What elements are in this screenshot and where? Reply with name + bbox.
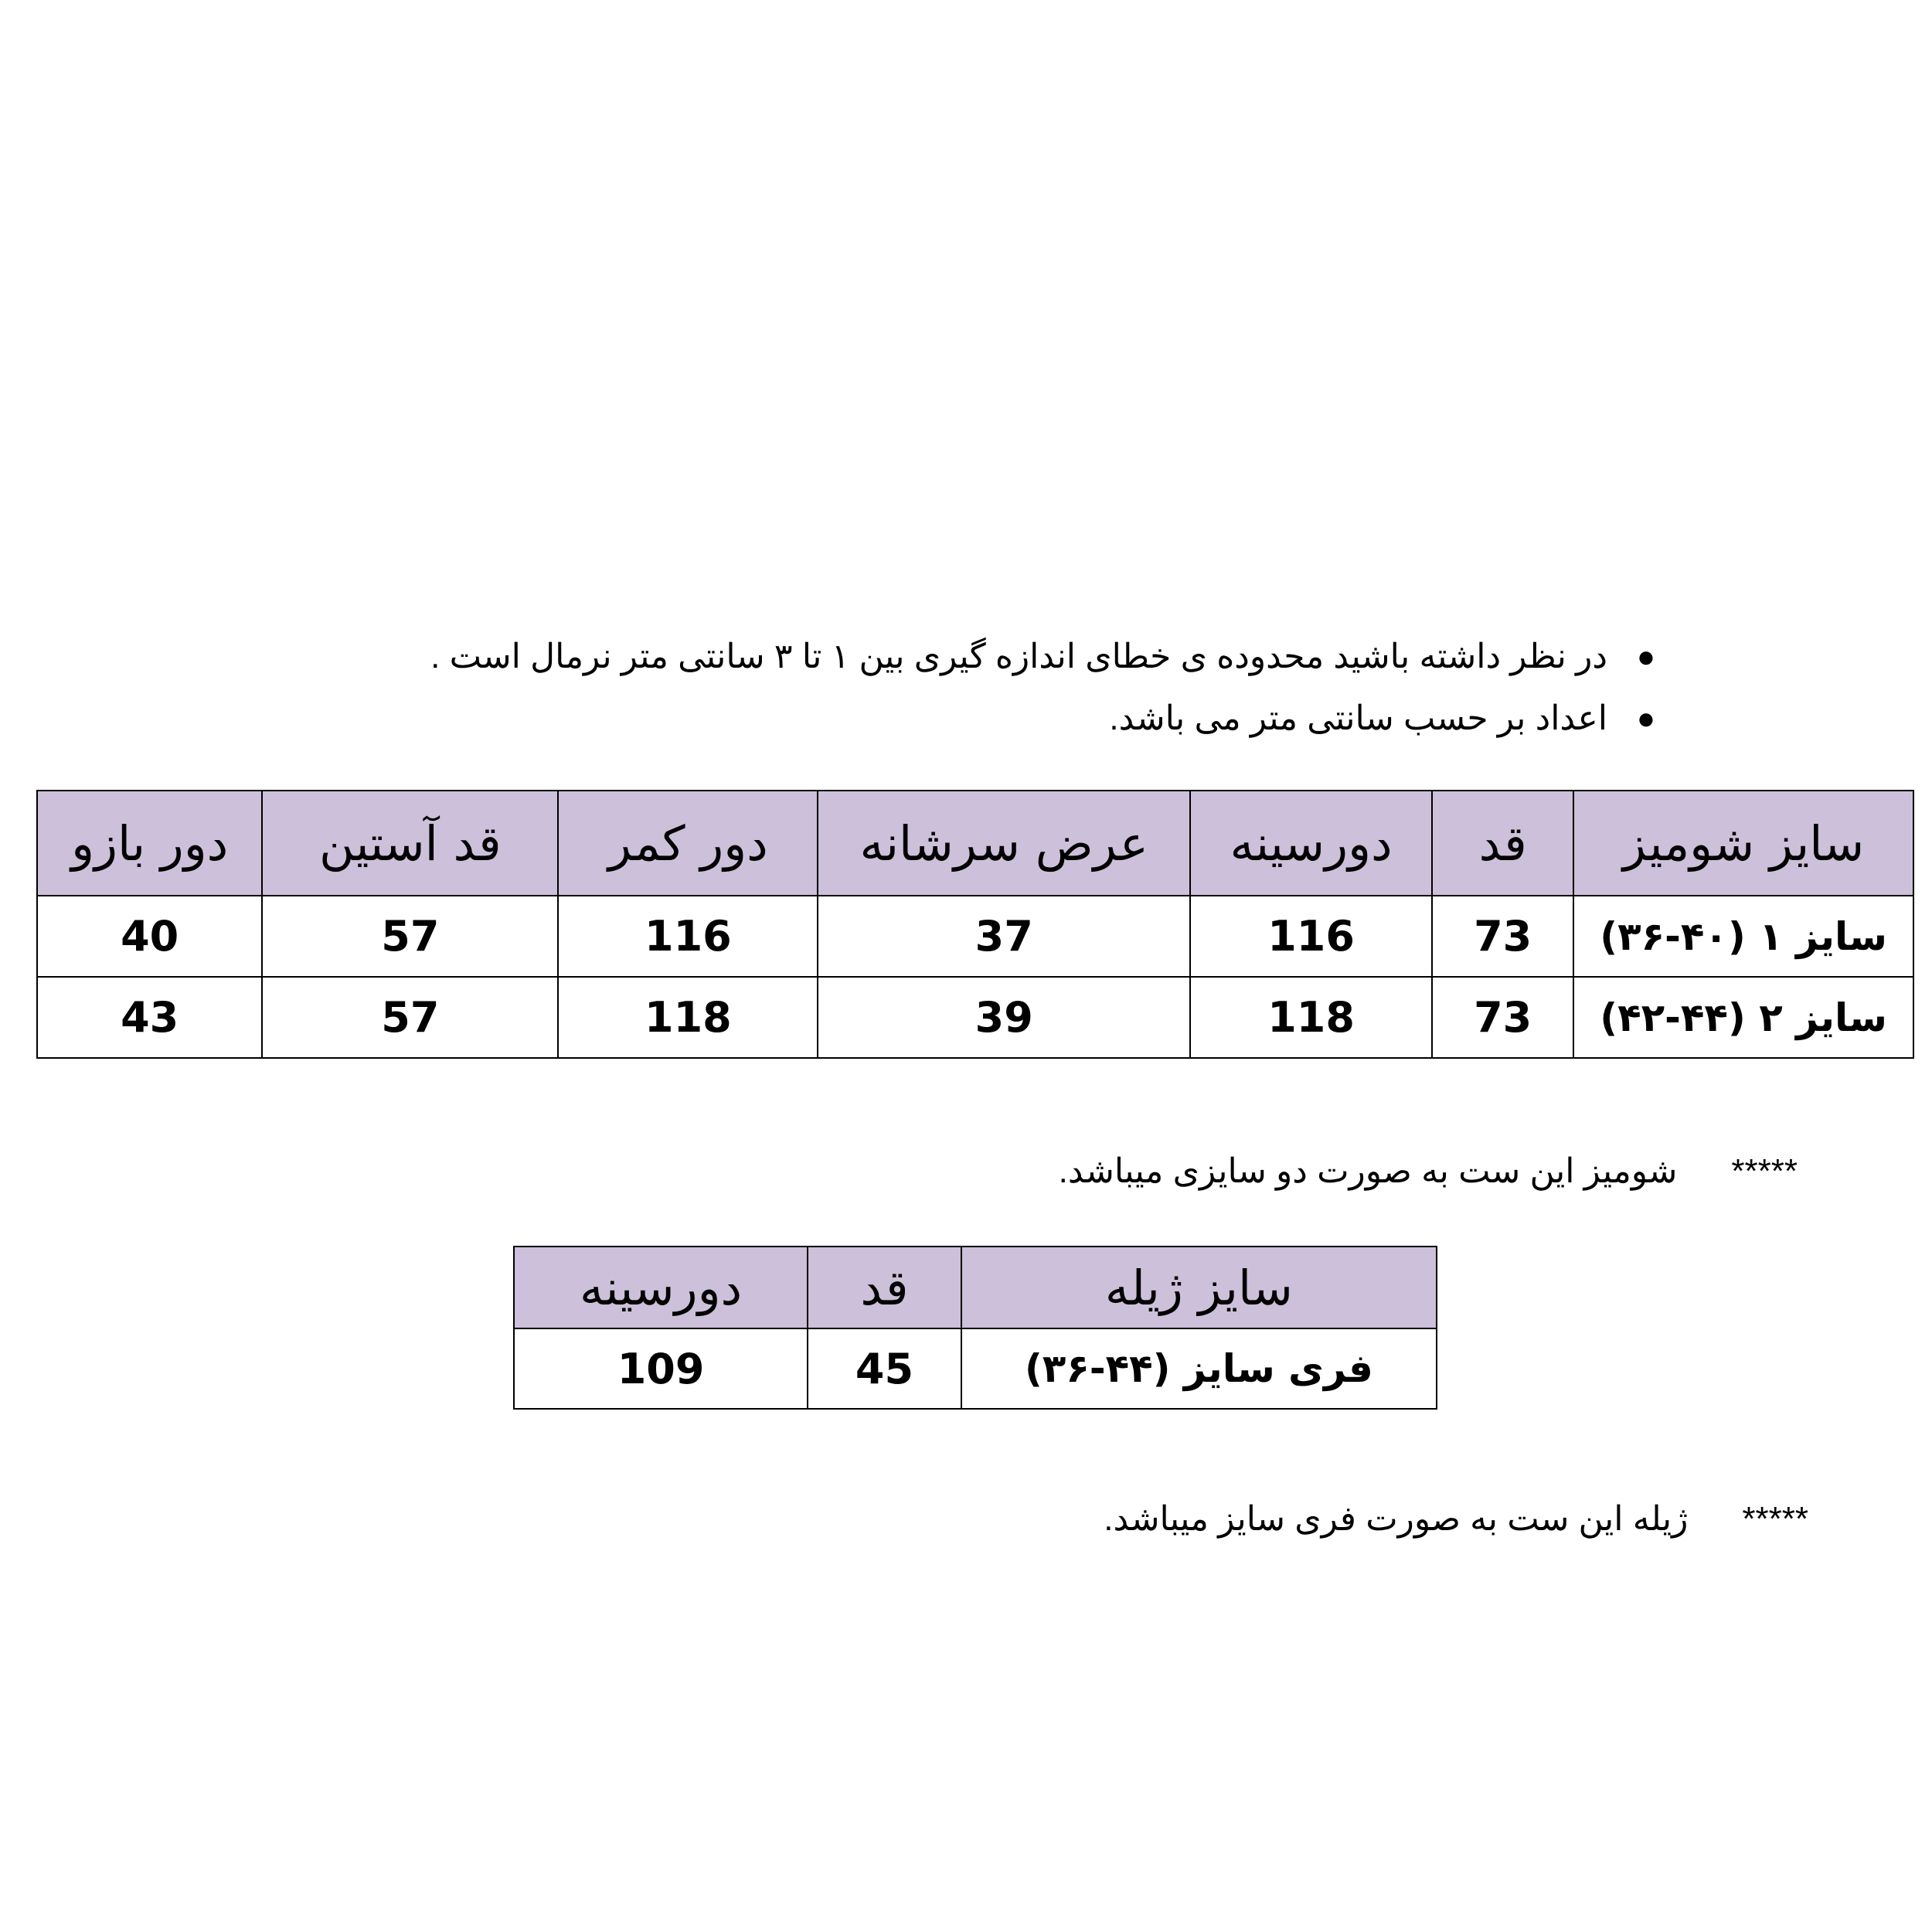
remark-text: ژیله این ست به صورت فری سایز میباشد. (1104, 1500, 1689, 1538)
header-vest-size: سایز ژیله (961, 1247, 1437, 1328)
cell-length: 73 (1432, 896, 1573, 977)
header-shirt-size: سایز شومیز (1573, 791, 1913, 896)
cell-shoulder-width: 37 (818, 896, 1190, 977)
shirt-remark (1059, 1151, 1798, 1191)
cell-size: فری سایز (۴۴-۳۶) (961, 1328, 1437, 1409)
vest-remark (1104, 1499, 1808, 1539)
table-row (37, 896, 1913, 977)
vest-size-table (513, 1246, 1437, 1410)
header-waist: دور کمر (558, 791, 818, 896)
cell-length: 73 (1432, 977, 1573, 1058)
notes-list (124, 626, 1669, 750)
note-item (124, 626, 1669, 688)
cell-sleeve-length: 57 (262, 977, 558, 1058)
header-arm: دور بازو (37, 791, 262, 896)
remark-text: شومیز این ست به صورت دو سایزی میباشد. (1058, 1152, 1678, 1190)
header-chest: دورسینه (1190, 791, 1432, 896)
stars-marker: ***** (1742, 1500, 1808, 1538)
table-row (37, 977, 1913, 1058)
table-header-row (37, 791, 1913, 896)
table-row (514, 1328, 1437, 1409)
cell-waist: 118 (558, 977, 818, 1058)
cell-arm: 40 (37, 896, 262, 977)
header-length: قد (808, 1247, 961, 1328)
cell-sleeve-length: 57 (262, 896, 558, 977)
cell-arm: 43 (37, 977, 262, 1058)
table-header-row (514, 1247, 1437, 1328)
header-shoulder-width: عرض سرشانه (818, 791, 1190, 896)
shirt-size-table (36, 790, 1914, 1059)
cell-chest: 116 (1190, 896, 1432, 977)
cell-chest: 118 (1190, 977, 1432, 1058)
stars-marker: ***** (1731, 1152, 1798, 1190)
note-text: در نظر داشته باشید محدوده ی خطای اندازه گیری بین ۱ تا ۳ سانتی متر نرمال است . (430, 638, 1607, 675)
header-sleeve-length: قد آستین (262, 791, 558, 896)
cell-chest: 109 (514, 1328, 808, 1409)
note-text: اعداد بر حسب سانتی متر می باشد. (1109, 699, 1607, 737)
cell-size: سایز ۲ (۴۴-۴۲) (1573, 977, 1913, 1058)
bullet-icon: ● (1636, 702, 1656, 736)
cell-shoulder-width: 39 (818, 977, 1190, 1058)
cell-size: سایز ۱ (۴۰-۳۶) (1573, 896, 1913, 977)
bullet-icon: ● (1636, 640, 1656, 674)
note-item (124, 688, 1669, 750)
cell-waist: 116 (558, 896, 818, 977)
header-length: قد (1432, 791, 1573, 896)
cell-length: 45 (808, 1328, 961, 1409)
header-chest: دورسینه (514, 1247, 808, 1328)
